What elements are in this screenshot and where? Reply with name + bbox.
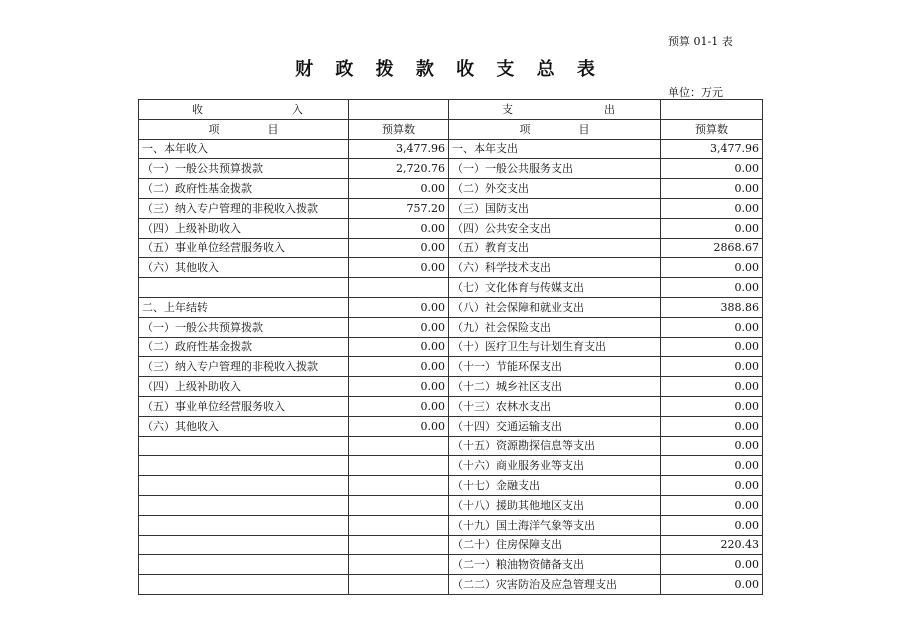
table-row xyxy=(139,436,763,456)
table-row xyxy=(139,159,763,179)
income-value-cell xyxy=(349,456,449,476)
expense-label-cell: （十一）节能环保支出 xyxy=(449,357,661,377)
expense-label-cell: （十五）资源勘探信息等支出 xyxy=(449,436,661,456)
expense-value-cell: 0.00 xyxy=(661,198,763,218)
expense-label-cell: （十七）金融支出 xyxy=(449,476,661,496)
expense-label-cell: （四）公共安全支出 xyxy=(449,218,661,238)
expense-value-cell: 2868.67 xyxy=(661,238,763,258)
income-label-cell: （五）事业单位经营服务收入 xyxy=(139,238,349,258)
income-label-cell xyxy=(139,575,349,595)
income-label-cell: （二）政府性基金拨款 xyxy=(139,337,349,357)
budget-table xyxy=(138,99,763,595)
income-value-cell xyxy=(349,515,449,535)
income-label-cell xyxy=(139,278,349,298)
income-label-cell: （六）其他收入 xyxy=(139,258,349,278)
income-value-cell: 0.00 xyxy=(349,218,449,238)
income-label-cell: （三）纳入专户管理的非税收入拨款 xyxy=(139,357,349,377)
table-row xyxy=(139,377,763,397)
income-label-cell: 二、上年结转 xyxy=(139,297,349,317)
expense-label-cell: （二二）灾害防治及应急管理支出 xyxy=(449,575,661,595)
table-row xyxy=(139,139,763,159)
expense-label-cell: （二）外交支出 xyxy=(449,179,661,199)
table-row xyxy=(139,258,763,278)
income-budget-header: 预算数 xyxy=(349,119,449,139)
income-value-cell xyxy=(349,436,449,456)
table-row xyxy=(139,198,763,218)
income-value-cell: 0.00 xyxy=(349,357,449,377)
income-value-cell: 0.00 xyxy=(349,317,449,337)
form-code: 预算 01-1 表 xyxy=(668,35,733,48)
expense-label-cell: （五）教育支出 xyxy=(449,238,661,258)
income-value-cell xyxy=(349,575,449,595)
income-header-a: 收 xyxy=(192,102,203,116)
income-label-cell: （三）纳入专户管理的非税收入拨款 xyxy=(139,198,349,218)
expense-label-cell: （三）国防支出 xyxy=(449,198,661,218)
table-row xyxy=(139,357,763,377)
expense-label-cell: （六）科学技术支出 xyxy=(449,258,661,278)
table-row xyxy=(139,575,763,595)
table-row xyxy=(139,495,763,515)
expense-budget-header: 预算数 xyxy=(661,119,763,139)
income-label-cell: （六）其他收入 xyxy=(139,416,349,436)
income-item-header xyxy=(139,119,349,139)
expense-label-cell: （十九）国土海洋气象等支出 xyxy=(449,515,661,535)
table-row xyxy=(139,535,763,555)
expense-value-cell: 0.00 xyxy=(661,476,763,496)
expense-value-cell: 0.00 xyxy=(661,337,763,357)
expense-value-cell: 0.00 xyxy=(661,357,763,377)
expense-value-cell: 0.00 xyxy=(661,377,763,397)
expense-label-cell: （十三）农林水支出 xyxy=(449,396,661,416)
income-value-cell: 0.00 xyxy=(349,377,449,397)
expense-item-header-a: 项 xyxy=(519,122,531,136)
table-row xyxy=(139,179,763,199)
table-row xyxy=(139,337,763,357)
expense-header-a: 支 xyxy=(502,102,513,116)
income-label-cell xyxy=(139,476,349,496)
income-item-header-b: 目 xyxy=(267,122,279,136)
expense-item-header-b: 目 xyxy=(578,122,590,136)
expense-value-cell: 0.00 xyxy=(661,278,763,298)
table-row xyxy=(139,456,763,476)
expense-value-cell: 0.00 xyxy=(661,456,763,476)
income-value-cell xyxy=(349,555,449,575)
income-value-cell: 0.00 xyxy=(349,179,449,199)
table-row xyxy=(139,416,763,436)
income-label-cell: （二）政府性基金拨款 xyxy=(139,179,349,199)
expense-value-cell: 0.00 xyxy=(661,495,763,515)
expense-label-cell: （七）文化体育与传媒支出 xyxy=(449,278,661,298)
income-label-cell xyxy=(139,495,349,515)
page-title: 财 政 拨 款 收 支 总 表 xyxy=(295,59,603,80)
expense-label-cell: （二十）住房保障支出 xyxy=(449,535,661,555)
income-value-cell xyxy=(349,535,449,555)
expense-value-cell: 220.43 xyxy=(661,535,763,555)
header-row-columns xyxy=(139,119,763,139)
table-row xyxy=(139,515,763,535)
expense-value-cell: 0.00 xyxy=(661,515,763,535)
income-label-cell: （四）上级补助收入 xyxy=(139,218,349,238)
income-header-b: 入 xyxy=(292,102,303,116)
income-label-cell xyxy=(139,515,349,535)
income-label-cell: （一）一般公共预算拨款 xyxy=(139,159,349,179)
expense-value-cell: 0.00 xyxy=(661,555,763,575)
expense-item-header xyxy=(449,119,661,139)
income-value-cell xyxy=(349,476,449,496)
expense-value-cell: 388.86 xyxy=(661,297,763,317)
income-label-cell: 一、本年收入 xyxy=(139,139,349,159)
table-row xyxy=(139,218,763,238)
income-value-cell: 2,720.76 xyxy=(349,159,449,179)
income-value-cell: 0.00 xyxy=(349,258,449,278)
expense-label-cell: （十）医疗卫生与计划生育支出 xyxy=(449,337,661,357)
expense-value-cell: 0.00 xyxy=(661,179,763,199)
income-value-cell xyxy=(349,278,449,298)
income-label-cell: （四）上级补助收入 xyxy=(139,377,349,397)
income-label-cell: （五）事业单位经营服务收入 xyxy=(139,396,349,416)
table-row xyxy=(139,317,763,337)
expense-value-cell: 0.00 xyxy=(661,159,763,179)
income-value-cell: 0.00 xyxy=(349,416,449,436)
expense-label-cell: 一、本年支出 xyxy=(449,139,661,159)
expense-value-cell: 0.00 xyxy=(661,436,763,456)
expense-value-cell: 0.00 xyxy=(661,416,763,436)
expense-label-cell: （十四）交通运输支出 xyxy=(449,416,661,436)
expense-header xyxy=(449,100,661,120)
income-label-cell xyxy=(139,555,349,575)
table-row xyxy=(139,555,763,575)
income-value-cell xyxy=(349,495,449,515)
income-label-cell: （一）一般公共预算拨款 xyxy=(139,317,349,337)
table-row xyxy=(139,278,763,298)
table-row xyxy=(139,238,763,258)
expense-value-cell: 0.00 xyxy=(661,575,763,595)
income-value-cell: 0.00 xyxy=(349,238,449,258)
income-value-cell: 0.00 xyxy=(349,396,449,416)
income-header-blank xyxy=(349,100,449,120)
expense-value-cell: 0.00 xyxy=(661,218,763,238)
income-value-cell: 3,477.96 xyxy=(349,139,449,159)
header-row-section xyxy=(139,100,763,120)
expense-label-cell: （十八）援助其他地区支出 xyxy=(449,495,661,515)
income-label-cell xyxy=(139,436,349,456)
table-row xyxy=(139,396,763,416)
table-row xyxy=(139,297,763,317)
expense-label-cell: （十二）城乡社区支出 xyxy=(449,377,661,397)
table-body xyxy=(139,100,763,595)
expense-header-blank xyxy=(661,100,763,120)
expense-value-cell: 0.00 xyxy=(661,396,763,416)
income-header xyxy=(139,100,349,120)
income-label-cell xyxy=(139,535,349,555)
income-value-cell: 0.00 xyxy=(349,337,449,357)
expense-value-cell: 0.00 xyxy=(661,258,763,278)
expense-header-b: 出 xyxy=(604,102,615,116)
income-label-cell xyxy=(139,456,349,476)
expense-label-cell: （十六）商业服务业等支出 xyxy=(449,456,661,476)
income-value-cell: 0.00 xyxy=(349,297,449,317)
expense-label-cell: （一）一般公共服务支出 xyxy=(449,159,661,179)
expense-label-cell: （九）社会保险支出 xyxy=(449,317,661,337)
expense-label-cell: （八）社会保障和就业支出 xyxy=(449,297,661,317)
income-value-cell: 757.20 xyxy=(349,198,449,218)
expense-value-cell: 0.00 xyxy=(661,317,763,337)
expense-label-cell: （二一）粮油物资储备支出 xyxy=(449,555,661,575)
expense-value-cell: 3,477.96 xyxy=(661,139,763,159)
income-item-header-a: 项 xyxy=(208,122,220,136)
unit-label: 单位：万元 xyxy=(668,86,723,99)
table-row xyxy=(139,476,763,496)
